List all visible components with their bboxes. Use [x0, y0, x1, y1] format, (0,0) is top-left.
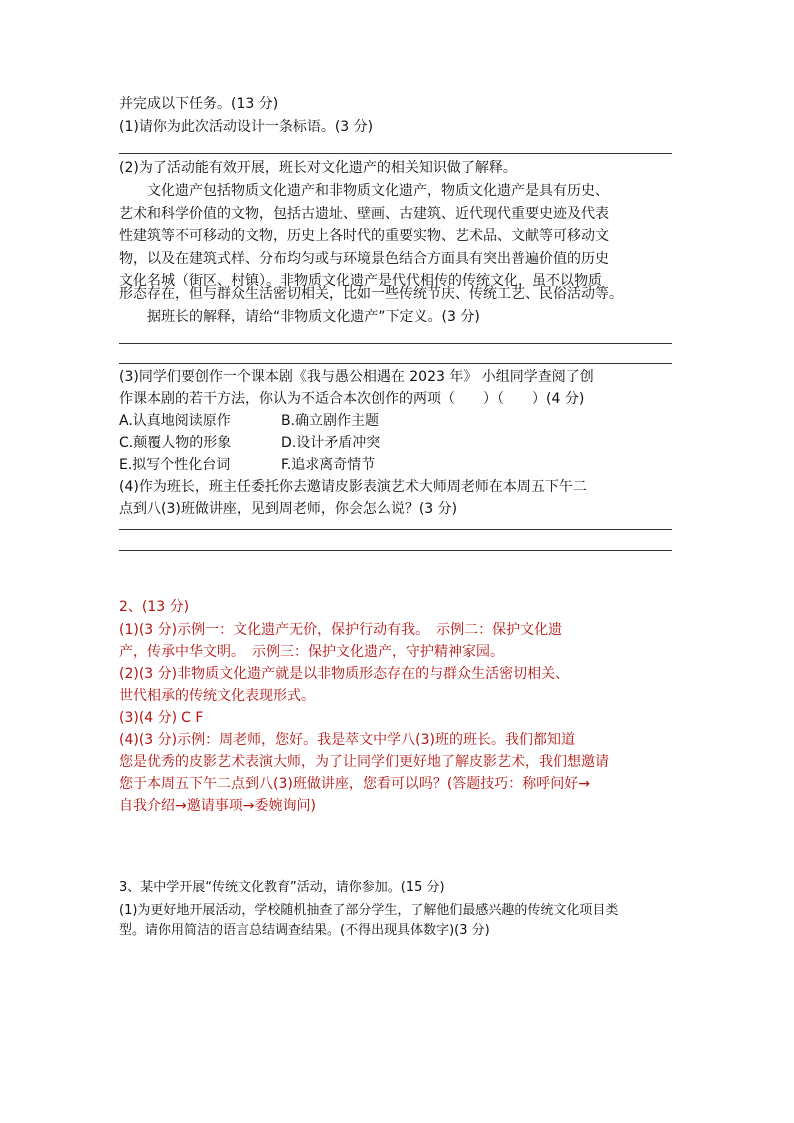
- answer-4-line: 自我介绍→邀请事项→委婉询问): [119, 798, 316, 814]
- answer-2-line: (2)(3 分)非物质文化遗产就是以非物质形态存在的与群众生活密切相关、: [119, 666, 570, 682]
- question-3-line: 作课本剧的若干方法，你认为不适合本次创作的两项（ ）（ ）(4 分): [119, 391, 585, 407]
- answer-4-line: (4)(3 分)示例：周老师，您好。我是萃文中学八(3)班的班长。我们都知道: [119, 732, 575, 748]
- question-4-line: 点到八(3)班做讲座，见到周老师，你会怎么说？(3 分): [119, 501, 458, 517]
- q2-task: 据班长的解释，请给“非物质文化遗产”下定义。(3 分): [147, 309, 480, 325]
- question-2-head: (2)为了活动能有效开展，班长对文化遗产的相关知识做了解释。: [119, 160, 517, 176]
- option-b: B.确立剧作主题: [281, 413, 380, 429]
- answer-2-line: 世代相承的传统文化表现形式。: [119, 688, 315, 704]
- question-4-line: (4)作为班长，班主任委托你去邀请皮影表演艺术大师周老师在本周五下午二: [119, 479, 587, 495]
- question-1: (1)请你为此次活动设计一条标语。(3 分): [119, 119, 374, 135]
- option-a: A.认真地阅读原作: [119, 413, 231, 429]
- intro-line: 并完成以下任务。(13 分): [119, 96, 279, 112]
- answer-blank-1: [119, 153, 672, 154]
- q2-paragraph-line: 形态存在，但与群众生活密切相关，比如一些传统节庆、传统工艺、民俗活动等。: [119, 286, 623, 302]
- answer-3: [119, 708, 203, 728]
- answer-1-line: (1)(3 分)示例一：文化遗产无价，保护行动有我。 示例二：保护文化遗: [119, 622, 563, 638]
- question-3-line: (3)同学们要创作一个课本剧《我与愚公相遇在 2023 年》 小组同学查阅了创: [119, 369, 594, 385]
- answer-blank-2b: [119, 363, 672, 364]
- q2-paragraph-line: 性建筑等不可移动的文物，历史上各时代的重要实物、艺术品、文献等可移动文: [119, 228, 609, 244]
- answer-section-head: 2、(13 分): [119, 599, 190, 615]
- q2-paragraph-line: 艺术和科学价值的文物，包括古遗址、壁画、古建筑、近代现代重要史迹及代表: [119, 206, 609, 222]
- option-c: C.颠覆人物的形象: [119, 435, 232, 451]
- section-3-title: 3、某中学开展“传统文化教育”活动，请你参加。(15 分): [119, 880, 445, 895]
- answer-blank-4a: [119, 529, 672, 530]
- option-f: F.追求离奇情节: [281, 457, 376, 473]
- q2-paragraph-line: 物，以及在建筑式样、分布均匀或与环境景色结合方面具有突出普遍价值的历史: [119, 251, 609, 267]
- answer-4-line: 您是优秀的皮影艺术表演大师，为了让同学们更好地了解皮影艺术，我们想邀请: [119, 754, 609, 770]
- answer-blank-4b: [119, 550, 672, 551]
- answer-1-line: 产，传承中华文明。 示例三：保护文化遗产，守护精神家园。: [119, 644, 504, 660]
- answer-blank-2a: [119, 343, 672, 344]
- option-e: E.拟写个性化台词: [119, 457, 231, 473]
- q2-paragraph-line: 文化名城（街区、村镇）。非物质文化遗产是代代相传的传统文化，虽不以物质: [119, 273, 602, 289]
- section-3-line: (1)为更好地开展活动，学校随机抽查了部分学生，了解他们最感兴趣的传统文化项目类: [119, 903, 619, 918]
- answer-3-prefix: (3)(4 分): [119, 710, 178, 726]
- option-d: D.设计矛盾冲突: [281, 435, 381, 451]
- q2-paragraph-line: 文化遗产包括物质文化遗产和非物质文化遗产，物质文化遗产是具有历史、: [147, 183, 609, 199]
- answer-3-value: C F: [181, 710, 204, 726]
- section-3-line: 型。请你用简洁的语言总结调查结果。(不得出现具体数字)(3 分): [119, 923, 490, 938]
- answer-4-line: 您于本周五下午二点到八(3)班做讲座，您看可以吗？(答题技巧：称呼问好→: [119, 776, 591, 792]
